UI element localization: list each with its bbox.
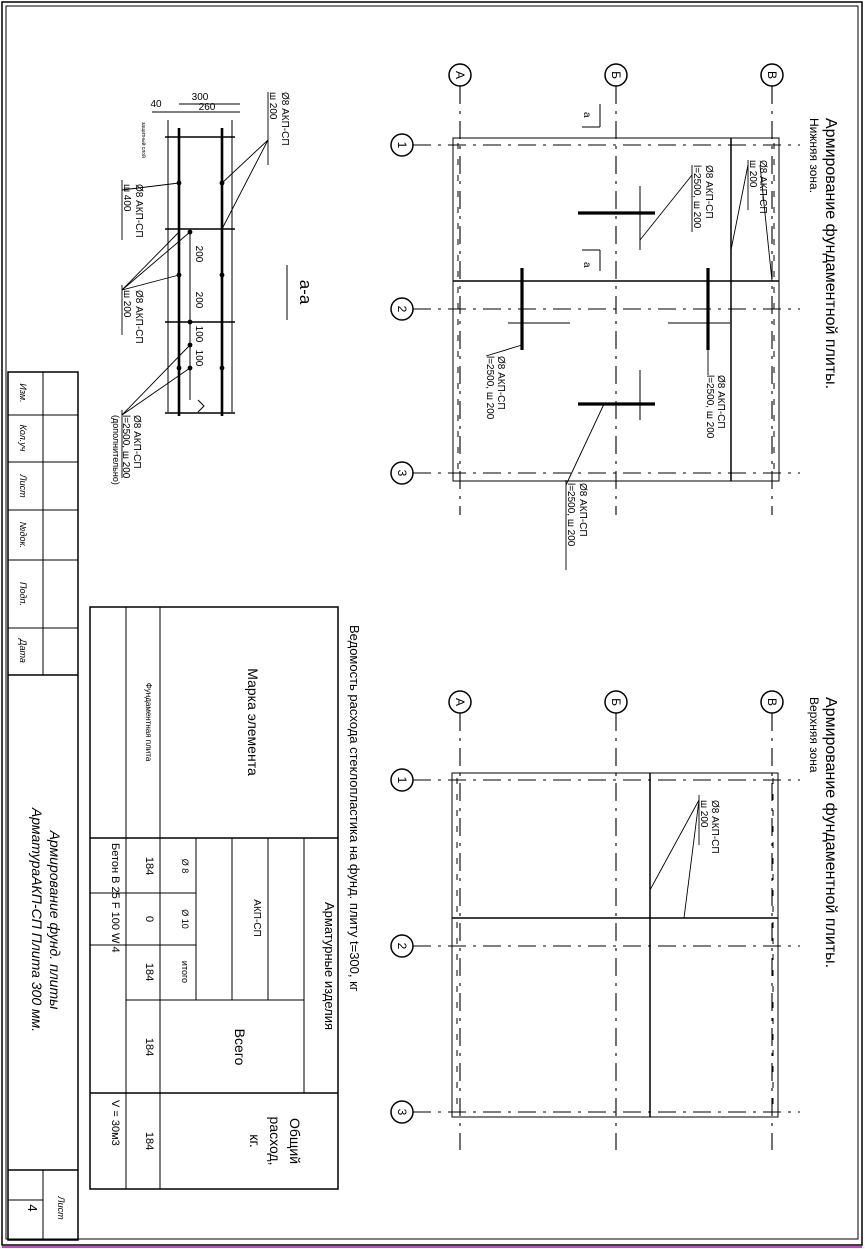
cut-a-top: а: [581, 112, 592, 118]
col-total-2: расход,: [267, 1116, 283, 1166]
sec-label-top-1: Ø8 АКП-СП: [279, 92, 290, 146]
cell-total: 184: [143, 1131, 155, 1151]
dim-100-a: 100: [193, 325, 204, 343]
dim-100-b: 100: [193, 349, 204, 367]
plan-top-title: Армирование фундаментной плиты.: [822, 697, 839, 969]
sec-label-mid1-1: Ø8 АКП-СП: [133, 184, 144, 238]
add-bar-3-label-1: Ø8 АКП-СП: [495, 356, 506, 410]
dim-200-a: 200: [193, 245, 204, 263]
col-mark: Марка элемента: [245, 668, 261, 776]
cell-itogo: 184: [143, 962, 155, 982]
col-vsego: Всего: [232, 1028, 248, 1066]
plan-top-subtitle: Верхняя зона: [807, 697, 821, 773]
schedule-table: [90, 607, 362, 1189]
tb-title-line2: АрматураАКП-СП Плита 300 мм.: [29, 807, 45, 1033]
top-rebar-label-2: ш 200: [698, 800, 709, 828]
tb-sheet-number: 4: [25, 1204, 40, 1212]
top-rebar-label-1: Ø8 АКП-СП: [709, 800, 720, 854]
sec-label-add-2: l=2500, ш 200: [120, 415, 131, 479]
axis-2-bottom: 2: [395, 305, 409, 313]
plan-top-zone: [391, 691, 839, 1150]
axis-1-top: 1: [395, 776, 409, 784]
sec-label-add-3: (дополнительно): [111, 415, 121, 485]
col-total-3: кг.: [247, 1134, 263, 1148]
bottom-rebar-label-1: Ø8 АКП-СП: [757, 160, 768, 214]
axis-A-bottom: А: [453, 70, 467, 80]
dim-40: 40: [150, 99, 162, 110]
tb-header-izm: Изм.: [18, 383, 28, 403]
concrete-note: Бетон В 25 F 100 W 4: [109, 843, 121, 953]
axis-3-top: 3: [395, 1108, 409, 1116]
axis-V-bottom: В: [765, 70, 779, 80]
add-bar-4-label-2: l=2500, ш 200: [565, 483, 576, 547]
axis-3-bottom: 3: [395, 469, 409, 477]
cut-a-bottom: а: [581, 262, 592, 268]
dim-260: 260: [198, 102, 216, 113]
col-d8: Ø 8: [180, 858, 190, 874]
axis-2-top: 2: [395, 942, 409, 950]
tb-header-data: Дата: [18, 639, 28, 663]
volume-note: V = 30м3: [109, 1100, 121, 1146]
axis-A-top: А: [453, 697, 467, 707]
col-d10: Ø 10: [180, 909, 190, 929]
axis-B-top: Б: [609, 698, 623, 706]
plan-bottom-title: Армирование фундаментной плиты.: [822, 118, 839, 390]
axis-V-top: В: [765, 697, 779, 707]
sec-label-top-2: ш 200: [267, 92, 278, 120]
sec-label-mid1-2: ш 400: [121, 184, 132, 212]
plan-bottom-subtitle: Нижняя зона.: [807, 118, 821, 194]
tb-header-ndok: №док.: [18, 521, 28, 549]
tb-header-kolvo: Кол.уч: [18, 424, 28, 452]
col-akp: АКП-СП: [251, 899, 262, 937]
plan-bottom-zone: [391, 64, 839, 570]
tb-header-list: Лист: [18, 474, 28, 498]
add-bar-4-label-1: Ø8 АКП-СП: [577, 483, 588, 537]
cell-d10: 0: [143, 915, 155, 923]
section-a-a: [111, 92, 315, 485]
sec-label-mid2-2: ш 200: [121, 290, 132, 318]
dim-200-b: 200: [193, 291, 204, 309]
bottom-rebar-label-2: ш 200: [747, 160, 758, 188]
schedule-title: Ведомость расхода стеклопластика на фунд. плиту t=300, кг: [347, 625, 362, 992]
cell-vsego: 184: [143, 1037, 155, 1057]
col-itogo: итого: [180, 960, 190, 984]
tb-sheet-label: Лист: [56, 1196, 66, 1220]
add-bar-2-label-1: Ø8 АКП-СП: [715, 375, 726, 429]
title-block: [8, 372, 78, 1240]
add-bar-1-label-2: l=2500, ш 200: [691, 165, 702, 229]
col-products: Арматурные изделия: [322, 901, 337, 1031]
add-bar-3-label-2: l=2500, ш 200: [484, 356, 495, 420]
cover-label: защитный слой: [140, 122, 146, 158]
section-title: а-а: [296, 279, 315, 305]
sec-label-add-1: Ø8 АКП-СП: [131, 415, 142, 469]
add-bar-2-label-2: l=2500, ш 200: [704, 375, 715, 439]
axis-B-bottom: Б: [609, 71, 623, 79]
col-total-1: Общий: [287, 1117, 303, 1165]
axis-1-bottom: 1: [395, 141, 409, 149]
add-bar-1-label-1: Ø8 АКП-СП: [703, 165, 714, 219]
tb-title-line1: Армирование фунд. плиты: [47, 830, 63, 1010]
tb-header-podp: Подп.: [18, 582, 28, 606]
dim-300: 300: [191, 92, 209, 103]
row-name: Фундаментная плита: [144, 682, 153, 762]
sec-label-mid2-1: Ø8 АКП-СП: [133, 290, 144, 344]
cell-d8: 184: [143, 856, 155, 876]
